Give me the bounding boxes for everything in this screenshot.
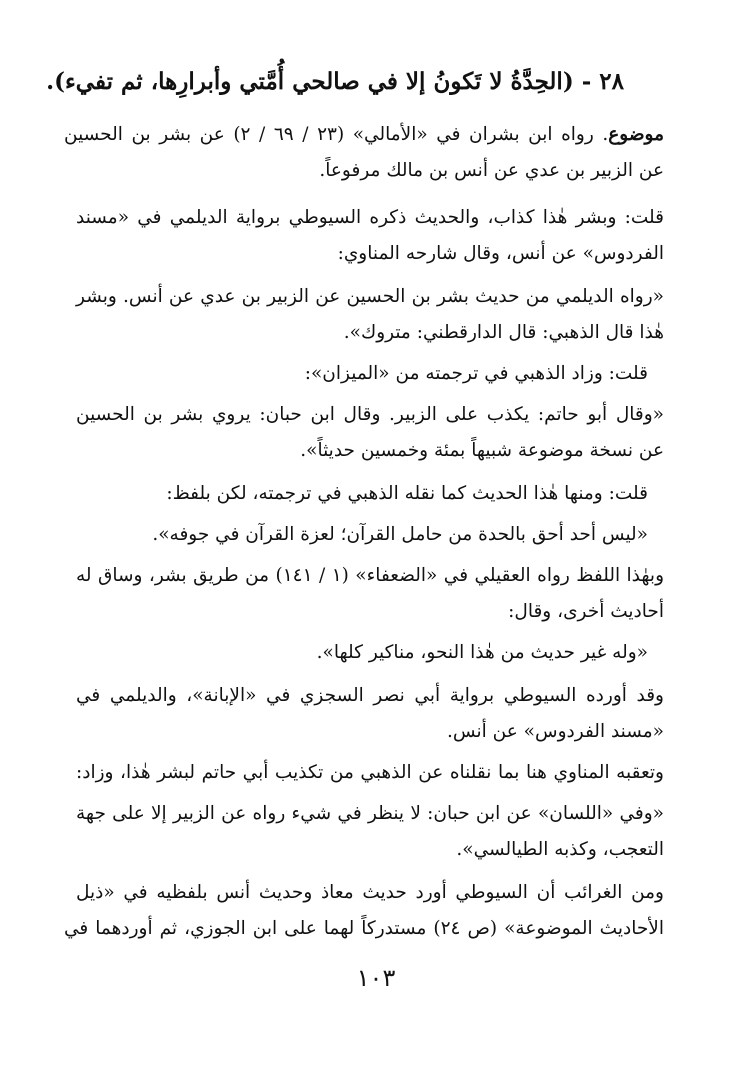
text-line: الفردوس» عن أنس، وقال شارحه المناوي: (337, 243, 664, 264)
line-text: . رواه ابن بشران في «الأمالي» (٢٣ / ٦٩ / ٢) عن بشر بن الحسين (64, 124, 609, 145)
text-line: أحاديث أخرى، وقال: (508, 601, 664, 622)
text-line: «مسند الفردوس» عن أنس. (447, 721, 664, 742)
text-line: «وقال أبو حاتم: يكذب على الزبير. وقال ابن حبان: يروي بشر بن الحسين (76, 404, 664, 425)
verdict-word: موضوع (608, 124, 665, 145)
text-line (64, 124, 664, 145)
text-line: عن نسخة موضوعة شبيهاً بمئة وخمسين حديثاً». (300, 440, 664, 461)
text-line: الأحاديث الموضوعة» (ص ٢٤) مستدركاً لهما على ابن الجوزي، ثم أوردهما في (64, 918, 664, 939)
page-title: ٢٨ - (الحِدَّةُ لا تَكونُ إلا في صالحي أُمَّتي وأبرارِها، ثم تفيء). (46, 68, 624, 95)
text-line: ومن الغرائب أن السيوطي أورد حديث معاذ وحديث أنس بلفظيه في «ذيل (76, 882, 664, 903)
text-line: «وفي «اللسان» عن ابن حبان: لا ينظر في شيء رواه عن الزبير إلا على جهة (76, 803, 664, 824)
text-line: وتعقبه المناوي هنا بما نقلناه عن الذهبي من تكذيب أبي حاتم لبشر هٰذا، وزاد: (76, 762, 664, 783)
text-line: عن الزبير بن عدي عن أنس بن مالك مرفوعاً. (319, 160, 664, 181)
text-line: قلت: ومنها هٰذا الحديث كما نقله الذهبي في ترجمته، لكن بلفظ: (166, 483, 648, 504)
text-line: «ليس أحد أحق بالحدة من حامل القرآن؛ لعزة القرآن في جوفه». (152, 524, 648, 545)
text-line: قلت: وزاد الذهبي في ترجمته من «الميزان»: (304, 363, 648, 384)
text-line: وقد أورده السيوطي برواية أبي نصر السجزي في «الإبانة»، والديلمي في (76, 685, 664, 706)
text-line: التعجب، وكذبه الطيالسي». (456, 839, 664, 860)
text-line: «وله غير حديث من هٰذا النحو، مناكير كلها». (316, 642, 648, 663)
text-line: «رواه الديلمي من حديث بشر بن الحسين عن الزبير بن عدي عن أنس. وبشر (76, 286, 664, 307)
page-number: ١٠٣ (356, 964, 396, 992)
text-line: هٰذا قال الذهبي: قال الدارقطني: متروك». (343, 322, 664, 343)
text-line: قلت: وبشر هٰذا كذاب، والحديث ذكره السيوطي برواية الديلمي في «مسند (76, 207, 664, 228)
text-line: وبهٰذا اللفظ رواه العقيلي في «الضعفاء» (١ / ١٤١) من طريق بشر، وساق له (76, 565, 665, 586)
